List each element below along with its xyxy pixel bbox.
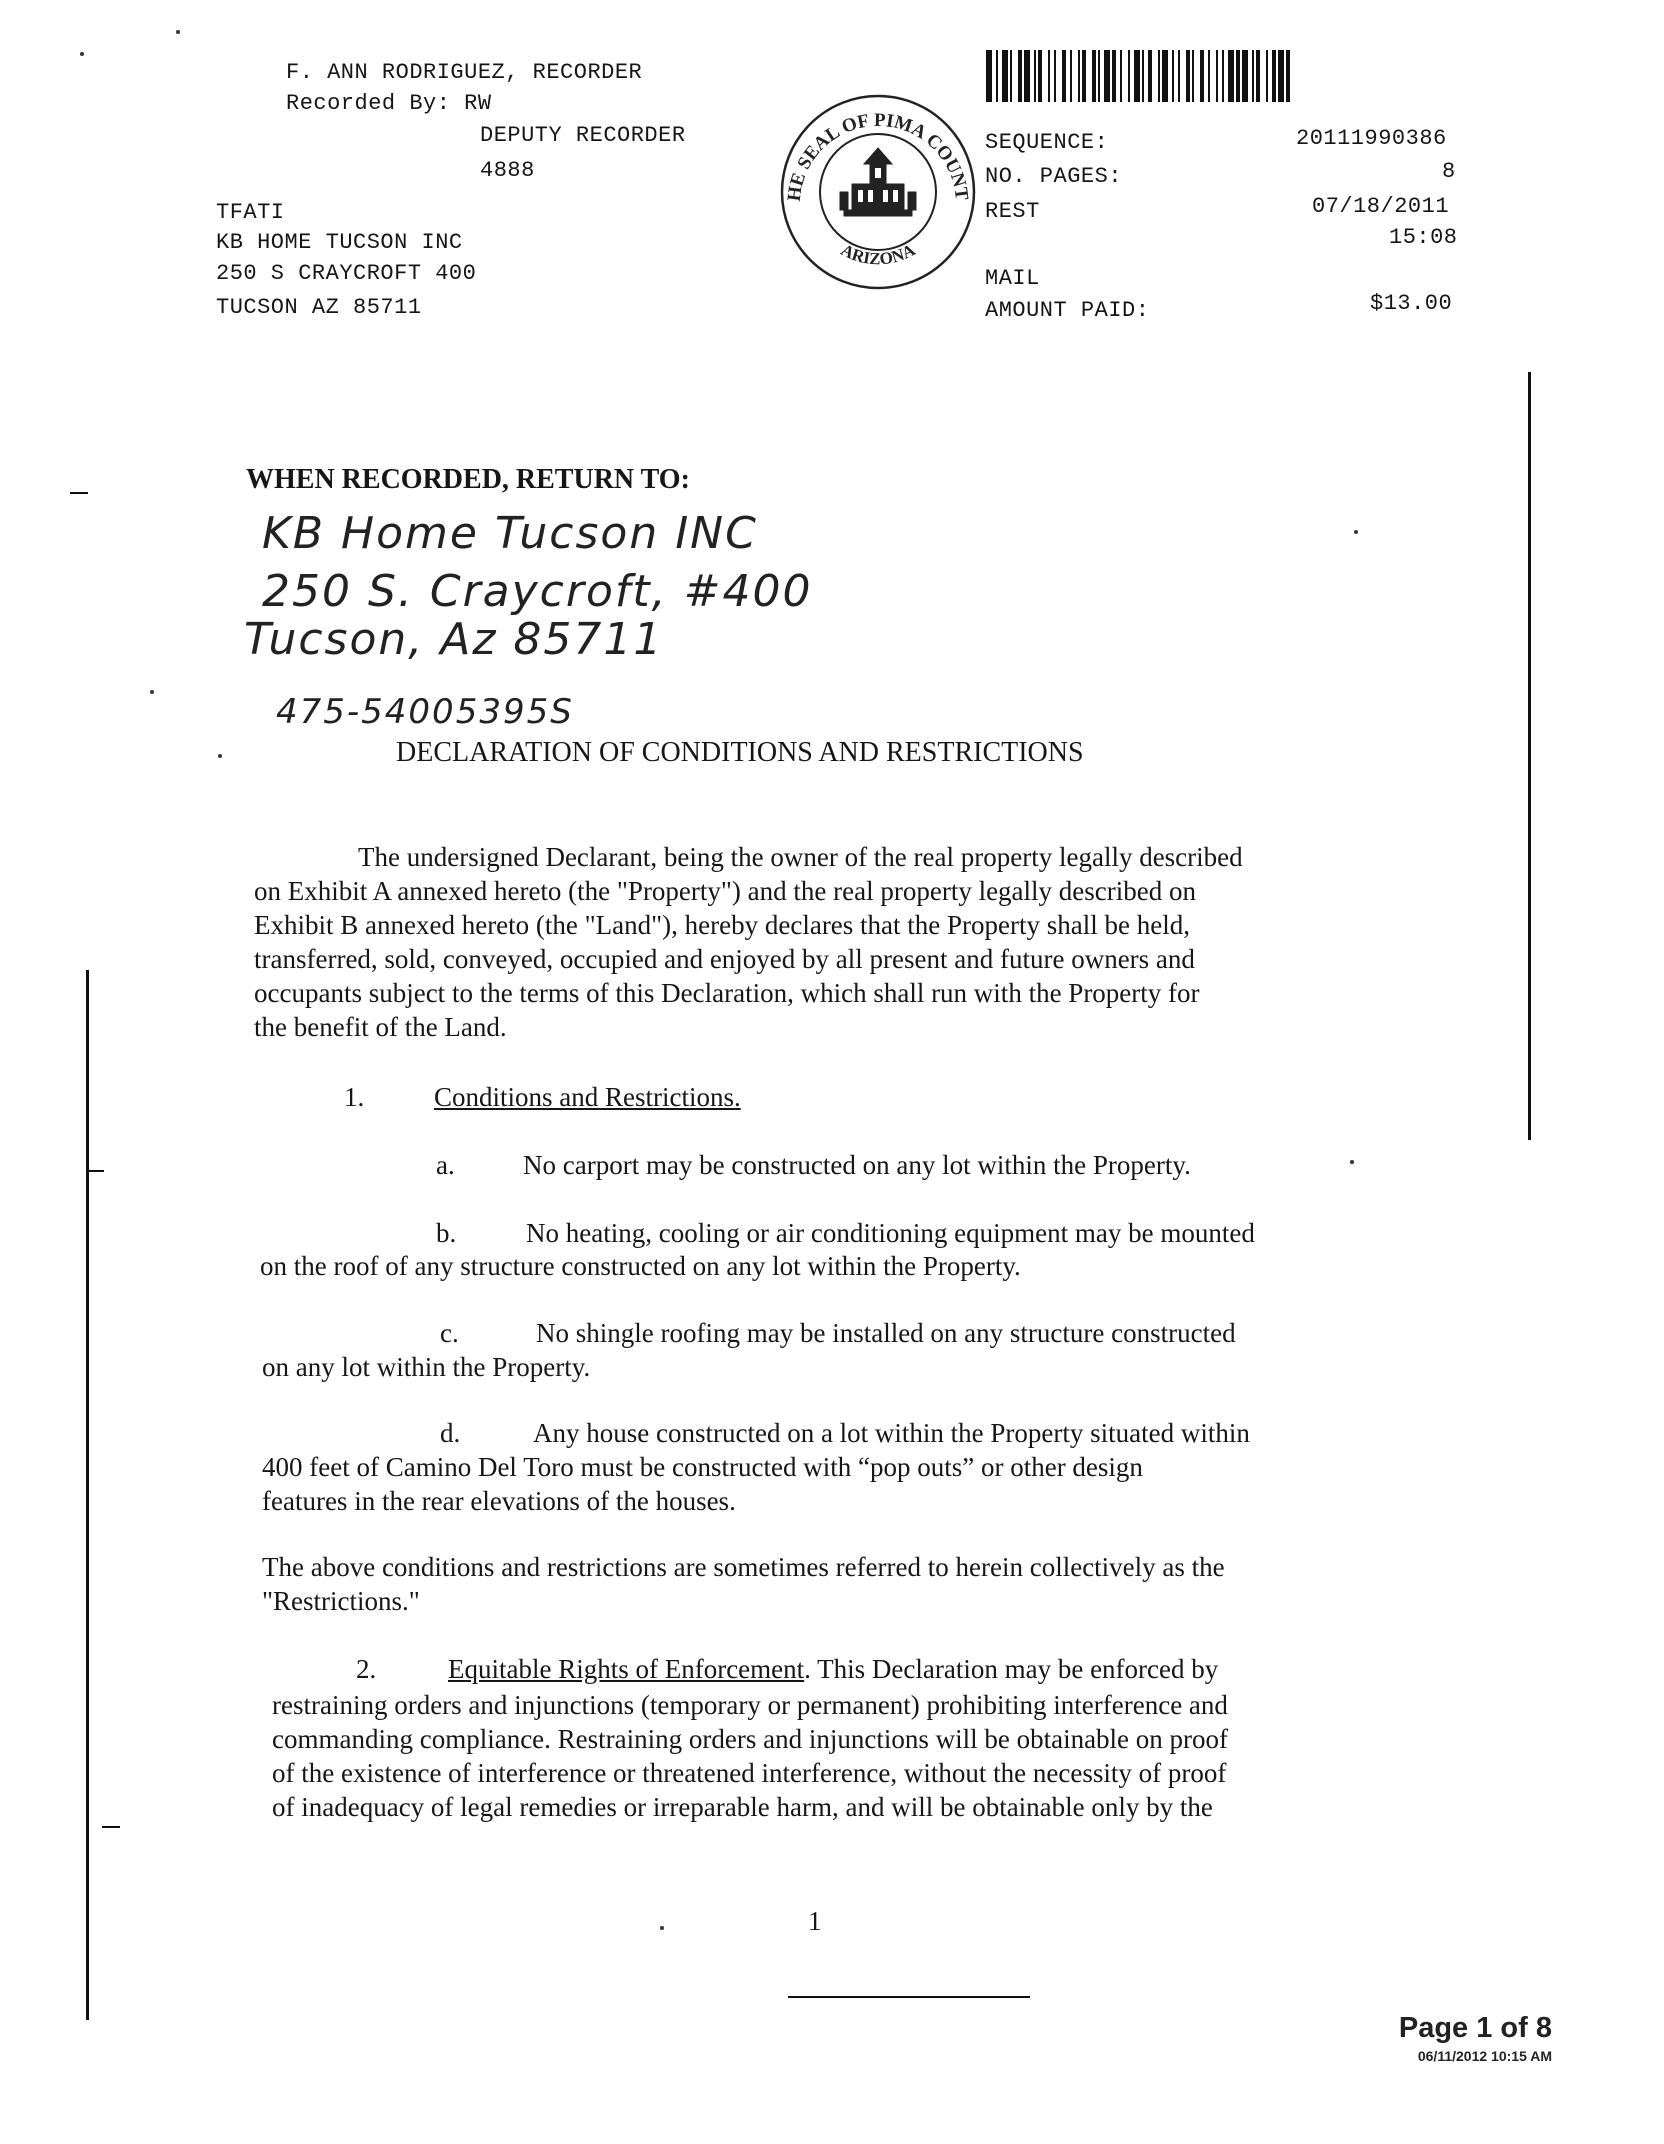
section-1-title: Conditions and Restrictions. [434,1082,741,1112]
page-number: 1 [808,1906,822,1936]
scan-speck [218,754,222,758]
section-2-line: commanding compliance. Restraining orders and injunctions will be obtainable on proof [272,1724,1229,1754]
intro-paragraph [254,840,1243,1044]
handwritten-reference-number: 475-54005395S [276,692,574,732]
section-2-body [272,1688,1228,1824]
item-c-label: c. [440,1318,459,1348]
intro-line: Exhibit B annexed hereto (the "Land"), hereby declares that the Property shall be held, [254,910,1190,940]
scan-speck [176,30,180,34]
item-b-label: b. [436,1218,457,1248]
recording-date: 07/18/2011 [1312,194,1450,219]
return-to-heading: WHEN RECORDED, RETURN TO: [246,464,690,495]
recorded-by: Recorded By: RW [286,91,492,116]
scan-speck [1354,530,1358,534]
mailing-line-3: 250 S CRAYCROFT 400 [216,261,477,286]
section-2-line: of the existence of interference or threatened interference, without the necessity of proof [272,1758,1227,1788]
item-d-text-cont: 400 feet of Camino Del Toro must be constructed with “pop outs” or other design [262,1452,1143,1482]
item-b-text: No heating, cooling or air conditioning equipment may be mounted [526,1218,1255,1248]
item-c-text-cont: on any lot within the Property. [262,1352,591,1382]
amount-paid-value: $13.00 [1370,291,1453,316]
mailing-line-1: TFATI [216,200,285,225]
intro-line: the benefit of the Land. [254,1012,507,1042]
handwritten-return-name: KB Home Tucson INC [262,508,758,559]
print-date-stamp: 06/11/2012 10:15 AM [1417,2048,1552,2064]
section-2-lead: . This Declaration may be enforced by [804,1654,1219,1684]
intro-line: occupants subject to the terms of this Declaration, which shall run with the Property for [254,978,1200,1008]
document-title: DECLARATION OF CONDITIONS AND RESTRICTIONS [396,737,1084,768]
scan-speck [1350,1160,1354,1164]
section-2-line: of inadequacy of legal remedies or irreparable harm, and will be obtainable only by the [272,1792,1213,1822]
pages-value: 8 [1442,159,1456,184]
scan-mark [70,492,88,494]
section-2-number: 2. [356,1654,377,1684]
scan-edge-line-left [86,970,89,2020]
deputy-recorder: DEPUTY RECORDER [480,123,686,148]
handwritten-return-city: Tucson, Az 85711 [244,614,664,665]
section-2-line: restraining orders and injunctions (temporary or permanent) prohibiting interference and [272,1690,1228,1720]
recording-time: 15:08 [1389,225,1458,250]
footer-rule [788,1996,1030,1998]
seal-top-text: HE SEAL OF PIMA COUNT [783,109,973,203]
seal-bottom-text: ARIZONA [837,240,919,269]
section-2-first-line [448,1654,1218,1685]
scan-speck [660,1926,664,1930]
item-a-label: a. [436,1150,455,1180]
intro-line: The undersigned Declarant, being the owner of the real property legally described [358,842,1243,872]
item-d-label: d. [440,1418,461,1448]
scan-speck [80,52,84,56]
rest-label: REST [985,199,1040,224]
scan-mark [86,1170,104,1172]
item-d-text-cont: features in the rear elevations of the houses. [262,1486,736,1516]
section-1-number: 1. [344,1082,365,1112]
item-d-text: Any house constructed on a lot within the Property situated within [533,1418,1250,1448]
document-barcode [986,50,1486,102]
restrictions-summary-cont: "Restrictions." [262,1586,420,1616]
sequence-label: SEQUENCE: [985,130,1109,155]
page-of-stamp: Page 1 of 8 [1398,2012,1552,2044]
scan-edge-line-right [1528,372,1531,1140]
sequence-value: 20111990386 [1296,126,1447,151]
section-2-title: Equitable Rights of Enforcement [448,1654,805,1684]
seal-icon [778,92,978,292]
recorder-name: F. ANN RODRIGUEZ, RECORDER [286,60,643,85]
restrictions-summary: The above conditions and restrictions are sometimes referred to herein collectively as the [262,1552,1225,1582]
scan-speck [150,690,154,694]
intro-line: transferred, sold, conveyed, occupied and enjoyed by all present and future owners and [254,944,1195,974]
item-b-text-cont: on the roof of any structure constructed on any lot within the Property. [260,1251,1021,1281]
intro-line: on Exhibit A annexed hereto (the "Property") and the real property legally described on [254,876,1196,906]
barcode-bar [1290,50,1296,102]
handwritten-return-street: 250 S. Craycroft, #400 [262,566,813,617]
pima-county-seal [778,92,978,292]
deputy-code: 4888 [480,158,535,183]
svg-text:ARIZONA [838,240,919,269]
amount-paid-label: AMOUNT PAID: [985,298,1150,323]
item-c-text: No shingle roofing may be installed on any structure constructed [536,1318,1236,1348]
scan-mark [102,1826,120,1828]
mailing-line-2: KB HOME TUCSON INC [216,230,463,255]
pages-label: NO. PAGES: [985,164,1123,189]
mailing-line-4: TUCSON AZ 85711 [216,295,422,320]
item-a-text: No carport may be constructed on any lot within the Property. [523,1150,1191,1180]
mail-label: MAIL [985,266,1040,291]
